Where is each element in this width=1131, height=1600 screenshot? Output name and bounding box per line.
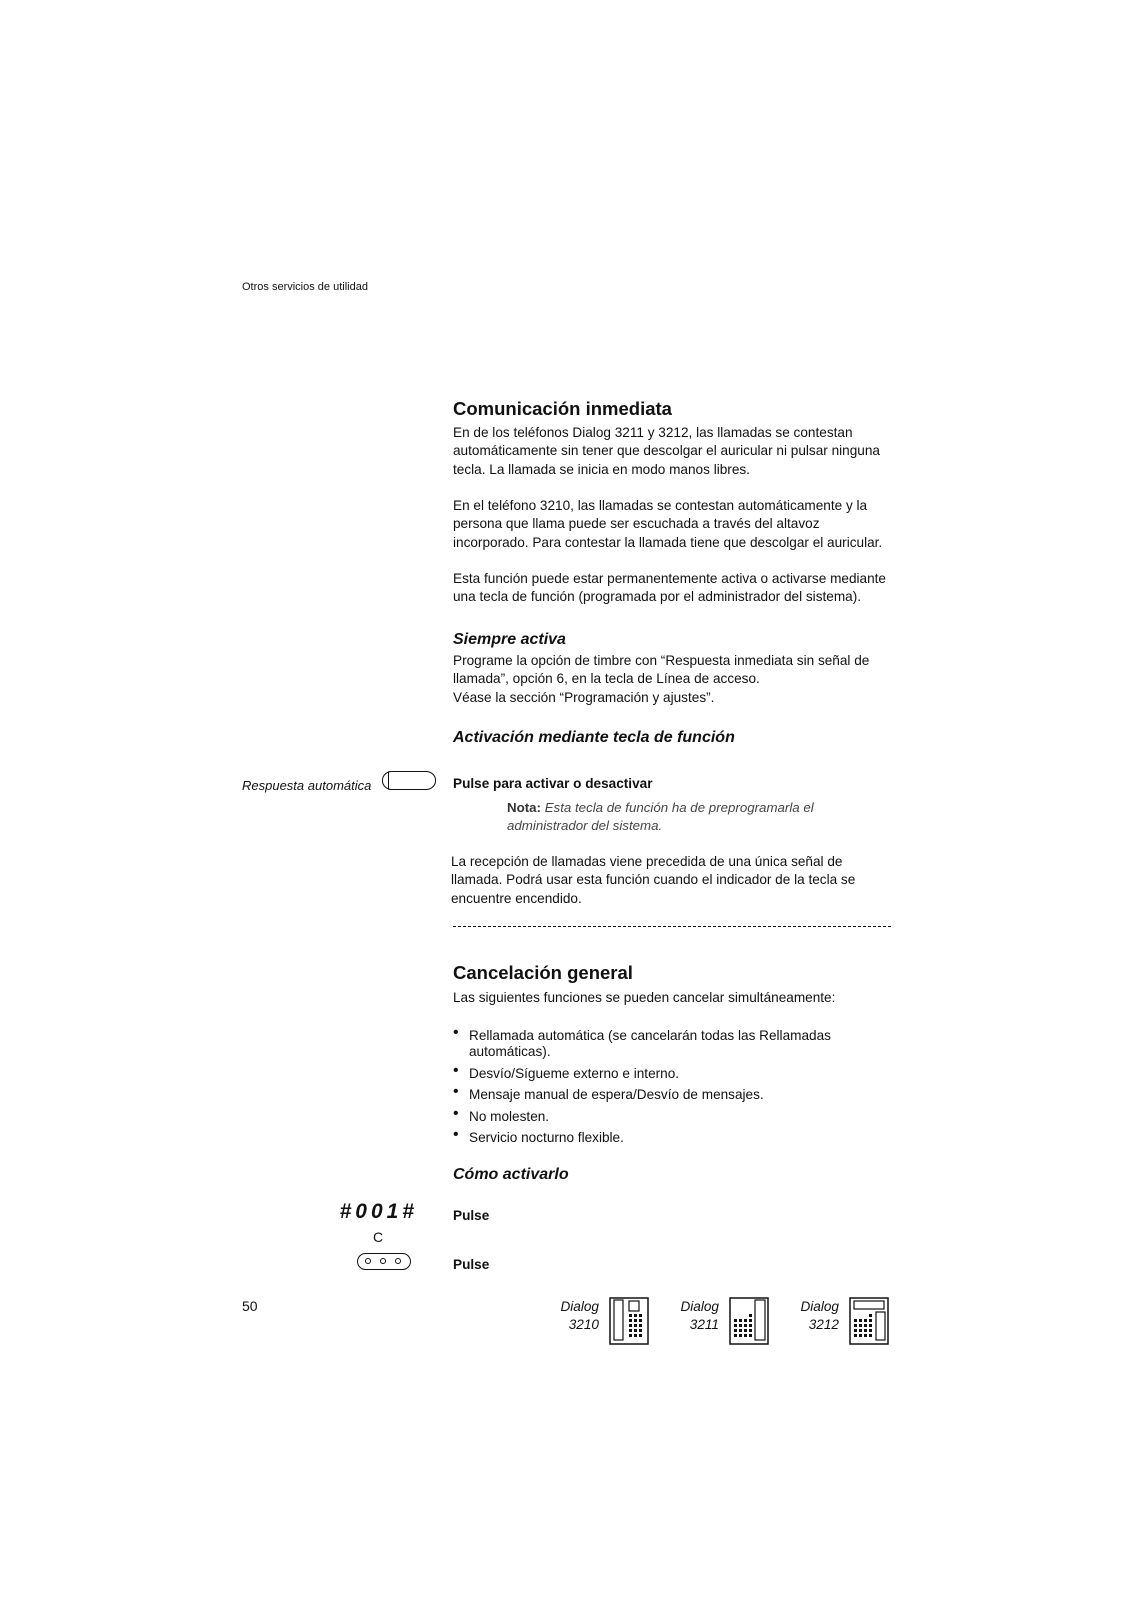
model-name: Dialog: [560, 1299, 599, 1314]
model-number: 3212: [808, 1317, 839, 1332]
phone-3211-icon: [729, 1297, 769, 1345]
list-item: • Mensaje manual de espera/Desvío de mensajes.: [453, 1087, 853, 1103]
phone-3210-icon: [609, 1297, 649, 1345]
como-step-2: Pulse: [453, 1257, 490, 1272]
activacion-note: [507, 799, 867, 836]
subsection-title-siempre: Siempre activa: [453, 631, 566, 648]
note-text: Esta tecla de función ha de preprogramarla el administrador del sistema.: [507, 800, 814, 834]
clear-key-icon: [357, 1253, 411, 1270]
comunicacion-para-3: Esta función puede estar permanentemente activa o activarse mediante una tecla de función (programada por el administrador del sistema).: [453, 571, 886, 605]
subsection-title-activacion: Activación mediante tecla de función: [453, 729, 735, 746]
model-name: Dialog: [680, 1299, 719, 1314]
model-label-3212: [784, 1298, 839, 1334]
function-key-label: Respuesta automática: [242, 778, 372, 793]
como-step-1: Pulse: [453, 1208, 490, 1223]
model-name: Dialog: [800, 1299, 839, 1314]
phone-3212-icon: [849, 1297, 889, 1345]
list-item: • Desvío/Sígueme externo e interno.: [453, 1066, 853, 1082]
comunicacion-para-1: En de los teléfonos Dialog 3211 y 3212, las llamadas se contestan automáticamente sin tener que descolgar el auricular ni pulsar ninguna tecla. La llamada se inicia en modo manos libres.: [453, 425, 880, 477]
model-label-3210: [544, 1298, 599, 1334]
clear-key-letter: C: [373, 1229, 384, 1245]
function-key-icon: [382, 771, 436, 790]
section-title-cancelacion: Cancelación general: [453, 962, 633, 983]
siempre-line-2: Véase la sección “Programación y ajustes”.: [453, 690, 715, 705]
section-divider: [453, 926, 891, 927]
page-number: 50: [242, 1298, 258, 1314]
cancelacion-list: [453, 1028, 853, 1152]
dial-code: #001#: [339, 1200, 418, 1223]
list-item: • No molesten.: [453, 1109, 853, 1125]
siempre-line-1: Programe la opción de timbre con “Respuesta inmediata sin señal de llamada”, opción 6, en la tecla de Línea de acceso.: [453, 653, 870, 687]
model-number: 3211: [689, 1317, 719, 1332]
model-number: 3210: [568, 1317, 599, 1332]
list-item: • Rellamada automática (se cancelarán todas las Rellamadas automáticas).: [453, 1028, 853, 1060]
cancelacion-intro: Las siguientes funciones se pueden cancelar simultáneamente:: [453, 990, 836, 1005]
section-title-comunicacion: Comunicación inmediata: [453, 398, 672, 419]
running-header: Otros servicios de utilidad: [242, 281, 368, 293]
model-label-3211: [664, 1298, 719, 1334]
activacion-step: Pulse para activar o desactivar: [453, 776, 653, 791]
subsection-title-como: Cómo activarlo: [453, 1166, 569, 1183]
comunicacion-para-2: En el teléfono 3210, las llamadas se contestan automáticamente y la persona que llama puede ser escuchada a través del altavoz incorporado. Para contestar la llamada tiene que descolgar el auricular.: [453, 498, 883, 550]
list-item: • Servicio nocturno flexible.: [453, 1130, 853, 1146]
note-label: Nota:: [507, 800, 541, 815]
activacion-para: La recepción de llamadas viene precedida de una única señal de llamada. Podrá usar esta función cuando el indicador de la tecla se encuentre encendido.: [451, 854, 856, 906]
